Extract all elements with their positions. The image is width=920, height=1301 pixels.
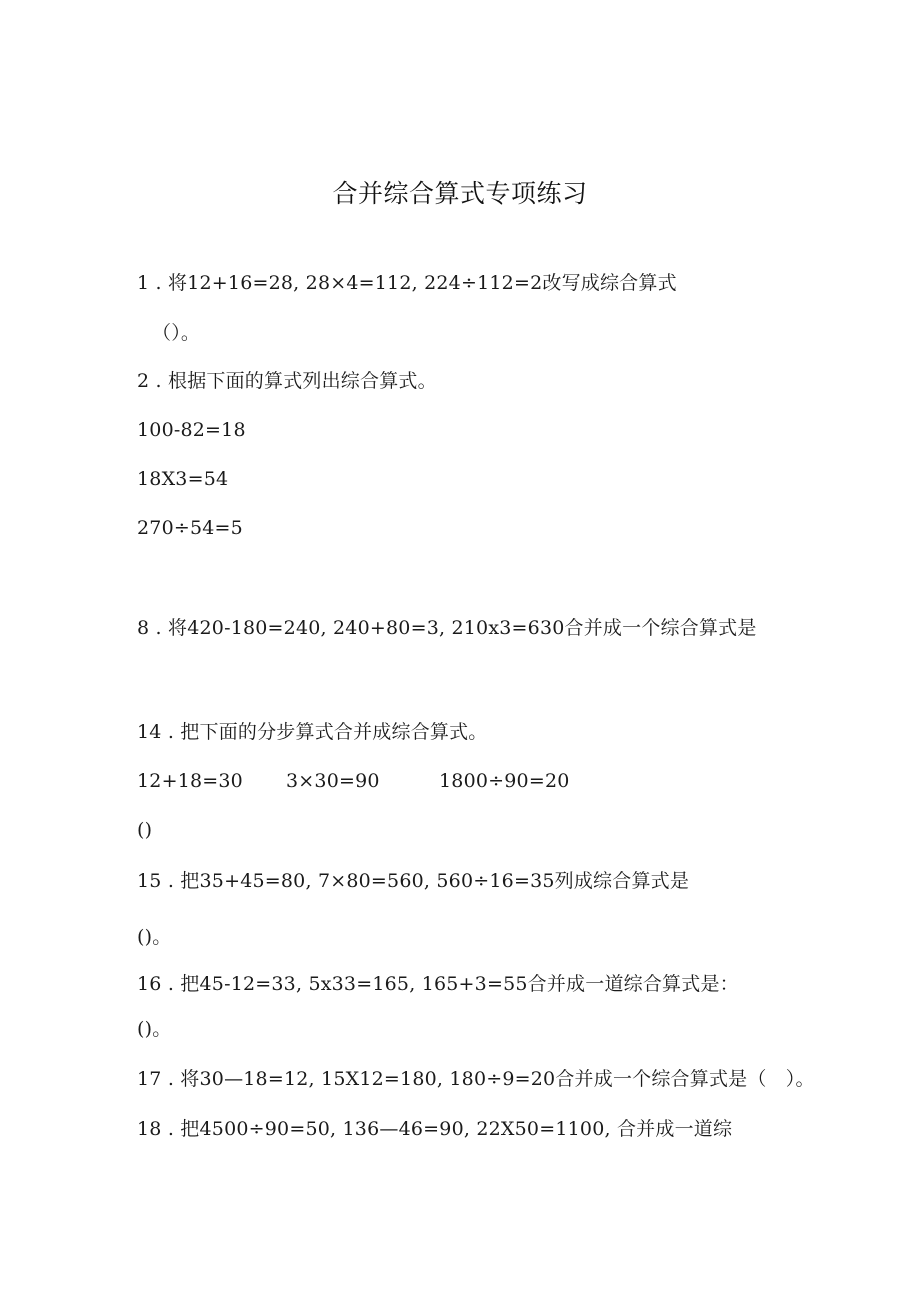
question-14-equation-2: 3×30=90 [286, 770, 380, 792]
question-2: 2 . 根据下面的算式列出综合算式。 [137, 370, 437, 392]
question-1-answer-blank: （）。 [152, 322, 201, 344]
question-18: 18 . 把4500÷90=50, 136—46=90, 22X50=1100, 合并成一道综 [137, 1118, 733, 1140]
question-1: 1 . 将12+16=28, 28×4=112, 224÷112=2改写成综合算式 [137, 272, 677, 294]
question-14-equation-3: 1800÷90=20 [439, 770, 570, 792]
question-8: 8 . 将420-180=240, 240+80=3, 210x3=630合并成一个综合算式是 [137, 617, 757, 639]
question-2-equation-3: 270÷54=5 [137, 517, 243, 539]
question-15: 15 . 把35+45=80, 7×80=560, 560÷16=35列成综合算式是 [137, 870, 690, 892]
question-16: 16 . 把45-12=33, 5x33=165, 165+3=55合并成一道综合算式是： [137, 973, 739, 995]
question-17: 17 . 将30—18=12, 15X12=180, 180÷9=20合并成一个综合算式是（ ）。 [137, 1068, 815, 1090]
question-16-answer-blank: ()。 [137, 1018, 172, 1040]
question-15-answer-blank: ()。 [137, 926, 172, 948]
question-2-equation-2: 18X3=54 [137, 468, 229, 490]
question-14: 14 . 把下面的分步算式合并成综合算式。 [137, 721, 488, 743]
question-2-equation-1: 100-82=18 [137, 419, 246, 441]
question-14-answer-blank: () [137, 819, 153, 841]
page-title: 合并综合算式专项练习 [332, 179, 588, 208]
question-14-equation-1: 12+18=30 [137, 770, 243, 792]
